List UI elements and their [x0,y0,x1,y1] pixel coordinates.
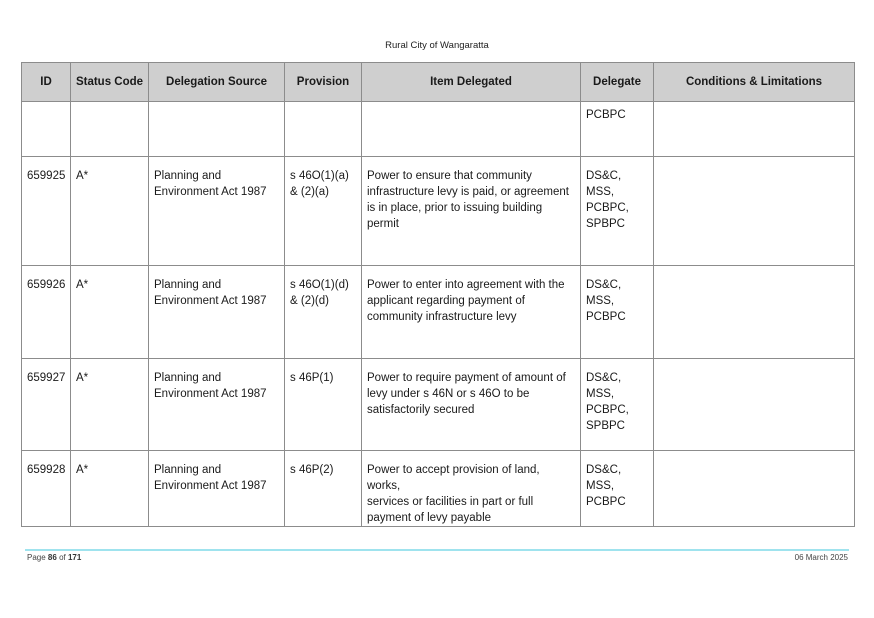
cell-conditions-limitations [654,266,855,359]
column-header-conditions-limitations: Conditions & Limitations [654,63,855,102]
cell-item-delegated: Power to enter into agreement with the applicant regarding payment of community infrastructure levy [362,266,581,359]
cell-delegate: DS&C, MSS, PCBPC [581,451,654,527]
cell-conditions-limitations [654,157,855,266]
table-row [22,451,855,527]
cell-conditions-limitations [654,359,855,451]
cell-id: 659925 [22,157,71,266]
page-current: 86 [47,553,57,562]
cell-id: 659928 [22,451,71,527]
cell-delegation-source [149,102,285,157]
cell-delegation-source: Planning and Environment Act 1987 [149,451,285,527]
cell-id: 659927 [22,359,71,451]
page-number [27,553,81,562]
cell-status-code: A* [71,157,149,266]
table-header-row [22,63,855,102]
cell-delegate: PCBPC [581,102,654,157]
cell-status-code: A* [71,451,149,527]
cell-delegate: DS&C, MSS, PCBPC, SPBPC [581,157,654,266]
footer-divider [25,549,849,551]
cell-status-code: A* [71,359,149,451]
footer-date: 06 March 2025 [794,553,848,562]
cell-status-code: A* [71,266,149,359]
column-header-delegate: Delegate [581,63,654,102]
document-header-title: Rural City of Wangaratta [385,40,489,51]
cell-delegation-source: Planning and Environment Act 1987 [149,266,285,359]
cell-item-delegated [362,102,581,157]
cell-item-delegated: Power to ensure that community infrastructure levy is paid, or agreement is in place, prior to issuing building permit [362,157,581,266]
column-header-delegation-source: Delegation Source [149,63,285,102]
column-header-status-code: Status Code [71,63,149,102]
cell-delegate: DS&C, MSS, PCBPC [581,266,654,359]
page-prefix: Page [27,553,46,562]
cell-conditions-limitations [654,451,855,527]
column-header-id: ID [22,63,71,102]
cell-delegation-source: Planning and Environment Act 1987 [149,157,285,266]
column-header-provision: Provision [285,63,362,102]
column-header-item-delegated: Item Delegated [362,63,581,102]
cell-provision: s 46O(1)(a) & (2)(a) [285,157,362,266]
cell-delegate: DS&C, MSS, PCBPC, SPBPC [581,359,654,451]
cell-provision: s 46O(1)(d) & (2)(d) [285,266,362,359]
cell-id: 659926 [22,266,71,359]
cell-provision [285,102,362,157]
cell-delegation-source: Planning and Environment Act 1987 [149,359,285,451]
table-row [22,102,855,157]
cell-id [22,102,71,157]
page-total: 171 [67,553,82,562]
cell-item-delegated: Power to accept provision of land, works, services or facilities in part or full payment of levy payable [362,451,581,527]
table-row [22,359,855,451]
cell-status-code [71,102,149,157]
cell-provision: s 46P(1) [285,359,362,451]
table-row [22,266,855,359]
page-of: of [59,553,66,562]
cell-provision: s 46P(2) [285,451,362,527]
cell-item-delegated: Power to require payment of amount of levy under s 46N or s 46O to be satisfactorily secured [362,359,581,451]
delegation-table [21,62,855,527]
table-row [22,157,855,266]
cell-conditions-limitations [654,102,855,157]
